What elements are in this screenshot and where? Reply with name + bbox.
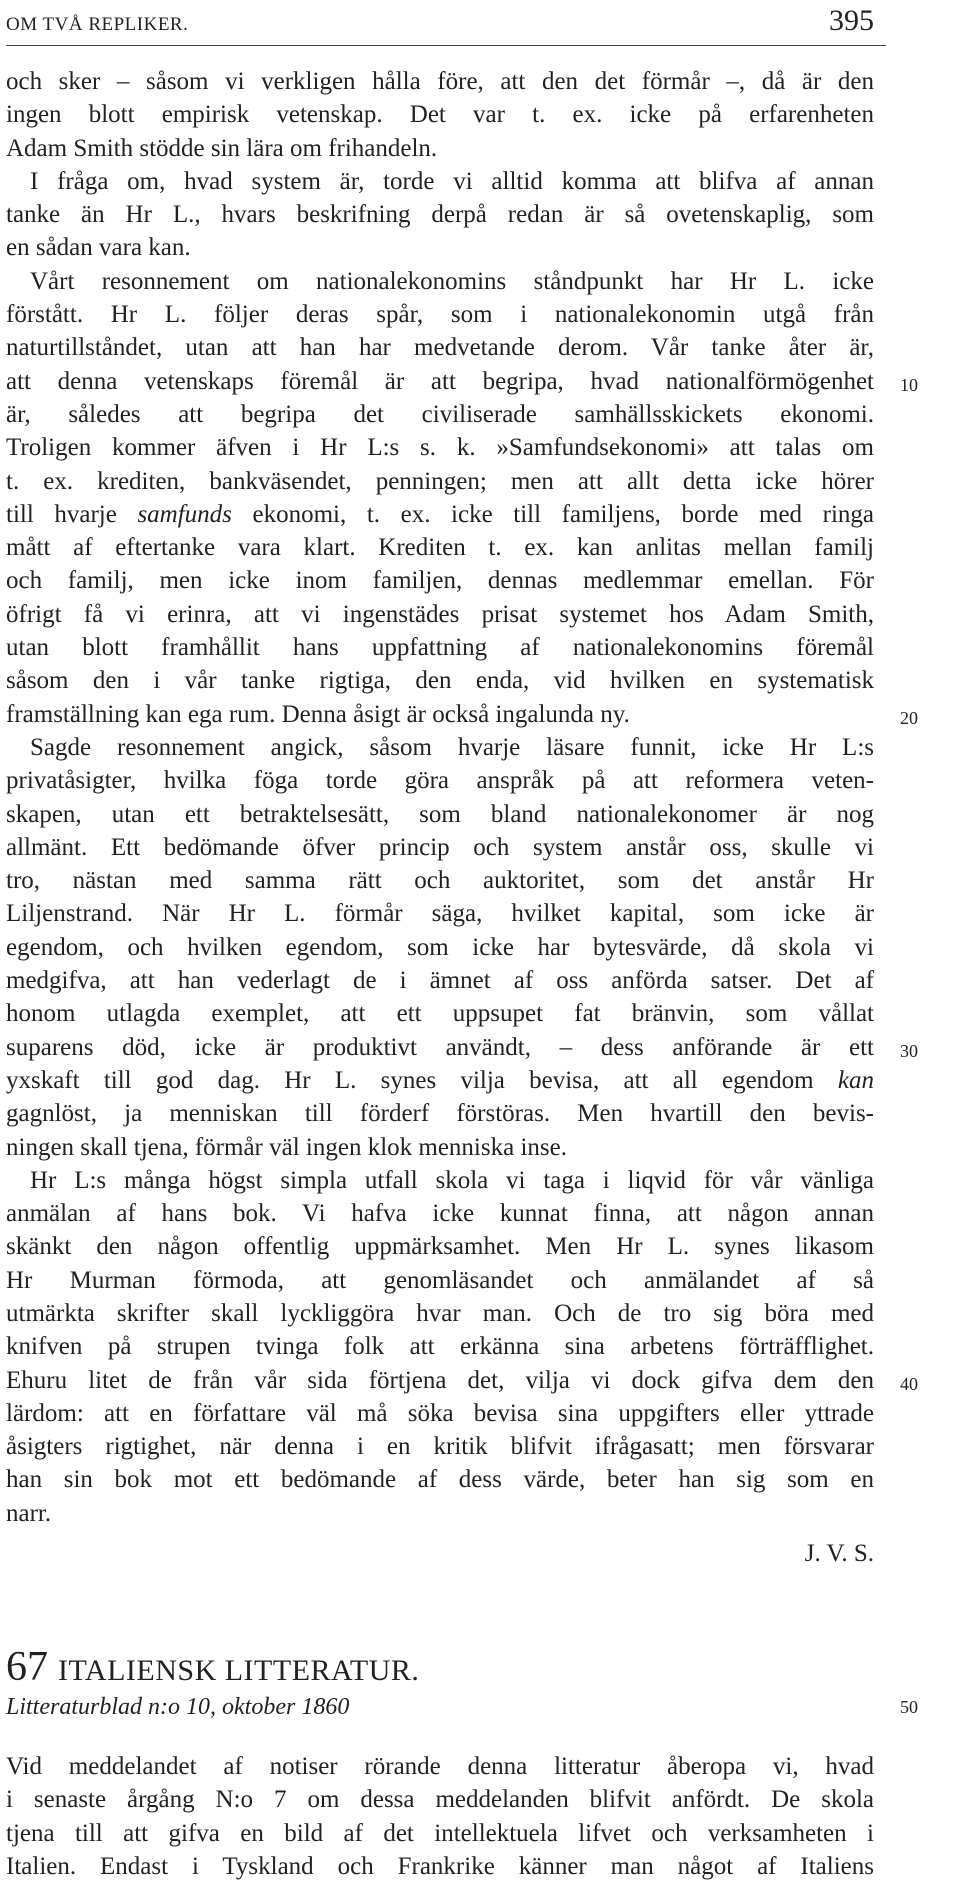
text-segment: till hvarje — [6, 500, 117, 528]
main-text — [6, 65, 874, 1578]
section-title: ITALIENSK LITTERATUR. — [58, 1654, 420, 1687]
text-line: tro, nästan med samma rätt och auktoritet, som det anstår Hr — [6, 867, 874, 895]
text-segment: ekonomi, t. ex. icke till familjens, borde med ringa — [252, 500, 874, 528]
text-line: Italien. Endast i Tyskland och Frankrike känner man något af Italiens — [6, 1852, 874, 1880]
text-line: förstått. Hr L. följer deras spår, som i nationalekonomin utgå från — [6, 301, 874, 329]
text-line: en sådan vara kan. — [6, 234, 191, 262]
text-line: anmälan af hans bok. Vi hafva icke kunnat finna, att någon annan — [6, 1200, 874, 1228]
text-line: egendom, och hvilken egendom, som icke har bytesvärde, då skola vi — [6, 933, 874, 961]
text-line: Hr Murman förmoda, att genomläsandet och anmälandet af så — [6, 1266, 874, 1294]
text-line: tjena till att gifva en bild af det intellektuela lifvet och verksamheten i — [6, 1819, 874, 1847]
text-line: såsom den i vår tanke rigtiga, den enda, vid hvilken en systematisk — [6, 667, 874, 695]
text-line: öfrigt få vi erinra, att vi ingenstädes prisat systemet hos Adam Smith, — [6, 600, 874, 628]
text-line: suparens död, icke är produktivt användt, – dess anförande är ett — [6, 1033, 874, 1061]
text-line: ingen blott empirisk vetenskap. Det var t. ex. icke på erfarenheten — [6, 101, 874, 129]
text-line: t. ex. krediten, bankväsendet, penningen; men att allt detta icke hörer — [6, 467, 874, 495]
text-line: mått af eftertanke vara klart. Krediten t. ex. kan anlitas mellan familj — [6, 534, 874, 562]
header-rule — [6, 45, 886, 46]
line-number: 30 — [900, 1041, 918, 1061]
text-line: är, således att begripa det civiliserade samhällsskickets ekonomi. — [6, 400, 874, 428]
text-line: skänkt den någon offentlig uppmärksamhet. Men Hr L. synes likasom — [6, 1233, 874, 1261]
text-line: knifven på strupen tvinga folk att erkänna sina arbetens förträfflighet. — [6, 1333, 874, 1361]
signature: J. V. S. — [804, 1540, 874, 1568]
text-line: medgifva, att han vederlagt de i ämnet af oss anförda satser. Det af — [6, 967, 874, 995]
section-body — [6, 1750, 874, 1883]
text-segment: yxskaft till god dag. Hr L. synes vilja bevisa, att all egendom — [6, 1066, 814, 1094]
text-line: Hr L:s många högst simpla utfall skola vi taga i liqvid för vår vänliga — [30, 1166, 874, 1194]
text-line: Vid meddelandet af notiser rörande denna litteratur åberopa vi, hvad — [6, 1753, 874, 1780]
italic-term: samfunds — [137, 500, 232, 528]
line-number: 50 — [900, 1697, 918, 1717]
text-line: han sin bok mot ett bedömande af dess värde, beter han sig som en — [6, 1466, 874, 1494]
line-number: 20 — [900, 708, 918, 728]
section-67 — [6, 1644, 874, 1883]
text-line — [6, 498, 874, 531]
text-line — [6, 1064, 874, 1097]
text-line: utan blott framhållit hans uppfattning af nationalekonomins föremål — [6, 634, 874, 662]
line-number: 10 — [900, 375, 918, 395]
text-line: Liljenstrand. När Hr L. förmår säga, hvilket kapital, som icke är — [6, 900, 874, 928]
section-number: 67 — [6, 1644, 48, 1690]
text-line: skapen, utan ett betraktelsesätt, som bland nationalekonomer är nog — [6, 800, 874, 828]
running-head — [6, 4, 874, 44]
text-line: i senaste årgång N:o 7 om dessa meddelanden blifvit anfördt. De skola — [6, 1786, 874, 1814]
text-line: I fråga om, hvad system är, torde vi alltid komma att blifva af annan — [30, 167, 874, 195]
text-line: allmänt. Ett bedömande öfver princip och system anstår oss, skulle vi — [6, 833, 874, 861]
text-line: Sagde resonnement angick, såsom hvarje läsare funnit, icke Hr L:s — [30, 733, 874, 761]
text-line: framställning kan ega rum. Denna åsigt är också ingalunda ny. — [6, 700, 630, 728]
text-line: och familj, men icke inom familjen, dennas medlemmar emellan. För — [6, 567, 874, 595]
text-line: honom utlagda exemplet, att ett uppsupet fat bränvin, som vållat — [6, 1000, 874, 1028]
text-line: ningen skall tjena, förmår väl ingen klok menniska inse. — [6, 1133, 567, 1161]
text-line: att denna vetenskaps föremål är att begripa, hvad nationalförmögenhet — [6, 367, 874, 395]
text-line: Adam Smith stödde sin lära om frihandeln. — [6, 134, 438, 162]
text-line: privatåsigter, hvilka föga torde göra anspråk på att reformera veten- — [6, 767, 874, 795]
text-line: åsigters rigtighet, när denna i en kritik blifvit ifrågasatt; men försvarar — [6, 1433, 874, 1461]
page-number: 395 — [829, 4, 874, 37]
running-title: OM TVÅ REPLIKER. — [6, 14, 189, 35]
italic-term: kan — [837, 1066, 874, 1094]
text-line: gagnlöst, ja menniskan till förderf förstöras. Men hvartill den bevis- — [6, 1100, 874, 1128]
section-source: Litteraturblad n:o 10, oktober 1860 — [6, 1694, 350, 1720]
text-line: naturtillståndet, utan att han har medvetande derom. Vår tanke åter är, — [6, 334, 874, 362]
text-line: utmärkta skrifter skall lyckliggöra hvar man. Och de tro sig böra med — [6, 1299, 874, 1327]
line-number: 40 — [900, 1374, 918, 1394]
text-line: lärdom: att en författare väl må söka bevisa sina uppgifters eller yttrade — [6, 1399, 874, 1427]
text-line: Troligen kommer äfven i Hr L:s s. k. »Samfundsekonomi» att talas om — [6, 434, 874, 462]
text-line: tanke än Hr L., hvars beskrifning derpå redan är så ovetenskaplig, som — [6, 201, 874, 229]
section-heading — [6, 1644, 874, 1690]
text-line: Ehuru litet de från vår sida förtjena det, vilja vi dock gifva dem den — [6, 1366, 874, 1394]
text-line: narr. — [6, 1499, 52, 1527]
text-line: och sker – såsom vi verkligen hålla före, att den det förmår –, då är den — [6, 68, 874, 95]
text-line: Vårt resonnement om nationalekonomins ståndpunkt har Hr L. icke — [30, 267, 874, 295]
